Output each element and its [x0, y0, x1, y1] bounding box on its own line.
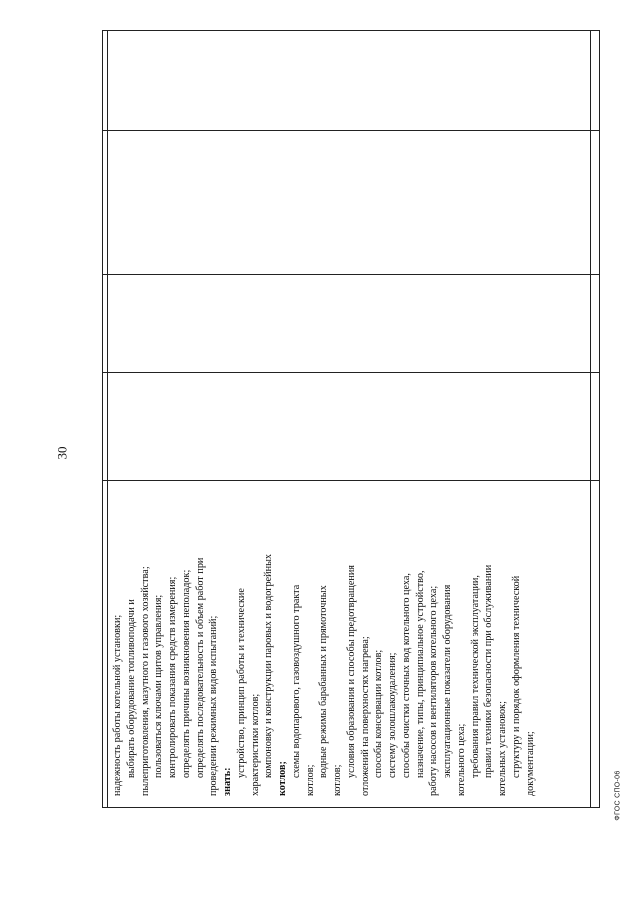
cell-text-line: систему золошлакоудаления;	[387, 652, 398, 778]
cell-text-line: котельного цеха;	[455, 723, 467, 796]
cell-text-line: способы консервации котлов;	[373, 649, 385, 778]
cell-text-line: котлов;	[304, 764, 316, 796]
cell-text-line: определять последовательность и объем работ при	[194, 557, 206, 778]
table-column-divider-2	[102, 274, 600, 275]
table-column-divider-1	[102, 130, 600, 131]
cell-text-line: работу насосов и вентиляторов котельного цеха;	[428, 585, 440, 796]
table-column-divider-3	[102, 372, 600, 373]
cell-text-line: характеристики котлов;	[249, 693, 261, 796]
page-number: 30	[54, 446, 69, 460]
table-border-left	[102, 30, 103, 808]
cell-text-line: условия образования и способы предотвращения	[345, 565, 357, 778]
cell-text-line: пользоваться ключами щитов управления;	[153, 594, 165, 778]
cell-text-line: отложений на поверхностях нагрева;	[359, 636, 371, 796]
cell-text-line: структуру и порядок оформления технической	[510, 575, 522, 778]
cell-text-line: пылеприготовления, мазутного и газового хозяйства;	[139, 566, 151, 796]
cell-text-line: назначение, типы, принципиальное устройство,	[414, 570, 426, 778]
cell-text-line: определять причины возникновения неполадок;	[180, 569, 192, 778]
table-column-divider-4	[102, 480, 600, 481]
cell-text-line: котлов;	[277, 761, 288, 796]
cell-text-line: знать:	[222, 767, 233, 796]
cell-text-line: устройство, принцип работы и технические	[235, 588, 247, 778]
table-divider-right-strip	[590, 30, 591, 808]
cell-text-line: требования правил технической эксплуатации,	[469, 575, 481, 778]
cell-text-line: водные режимы барабанных и прямоточных	[318, 585, 330, 778]
cell-text-rotated	[108, 482, 590, 802]
cell-text-line: котлов;	[332, 764, 343, 796]
table-border-bottom	[102, 807, 600, 808]
footer-label: ФГОС СПО-06	[614, 769, 622, 821]
cell-text-line: схемы водопарового, газовоздушного тракта	[290, 584, 302, 778]
cell-text-line: эксплуатационные показатели оборудования	[442, 584, 453, 778]
cell-text-line: способы очистки сточных вод котельного цеха,	[400, 573, 412, 778]
cell-text-line: надежность работы котельной установки;	[112, 614, 123, 796]
table-cell-competencies	[108, 482, 590, 802]
cell-text-line: контролировать показания средств измерения;	[167, 576, 178, 778]
table-border-right	[599, 30, 600, 808]
cell-text-line: документации;	[524, 731, 536, 796]
cell-text-line: котельных установок;	[497, 701, 508, 796]
cell-text-line: выбирать оборудование топливоподачи и	[125, 599, 137, 778]
cell-text-line: проведении режимных видов испытаний;	[208, 615, 220, 796]
cell-text-line: компоновку и конструкции паровых и водогрейных	[263, 553, 275, 778]
table-border-top	[102, 30, 600, 31]
cell-text-line: правил техники безопасности при обслуживании	[483, 564, 495, 778]
